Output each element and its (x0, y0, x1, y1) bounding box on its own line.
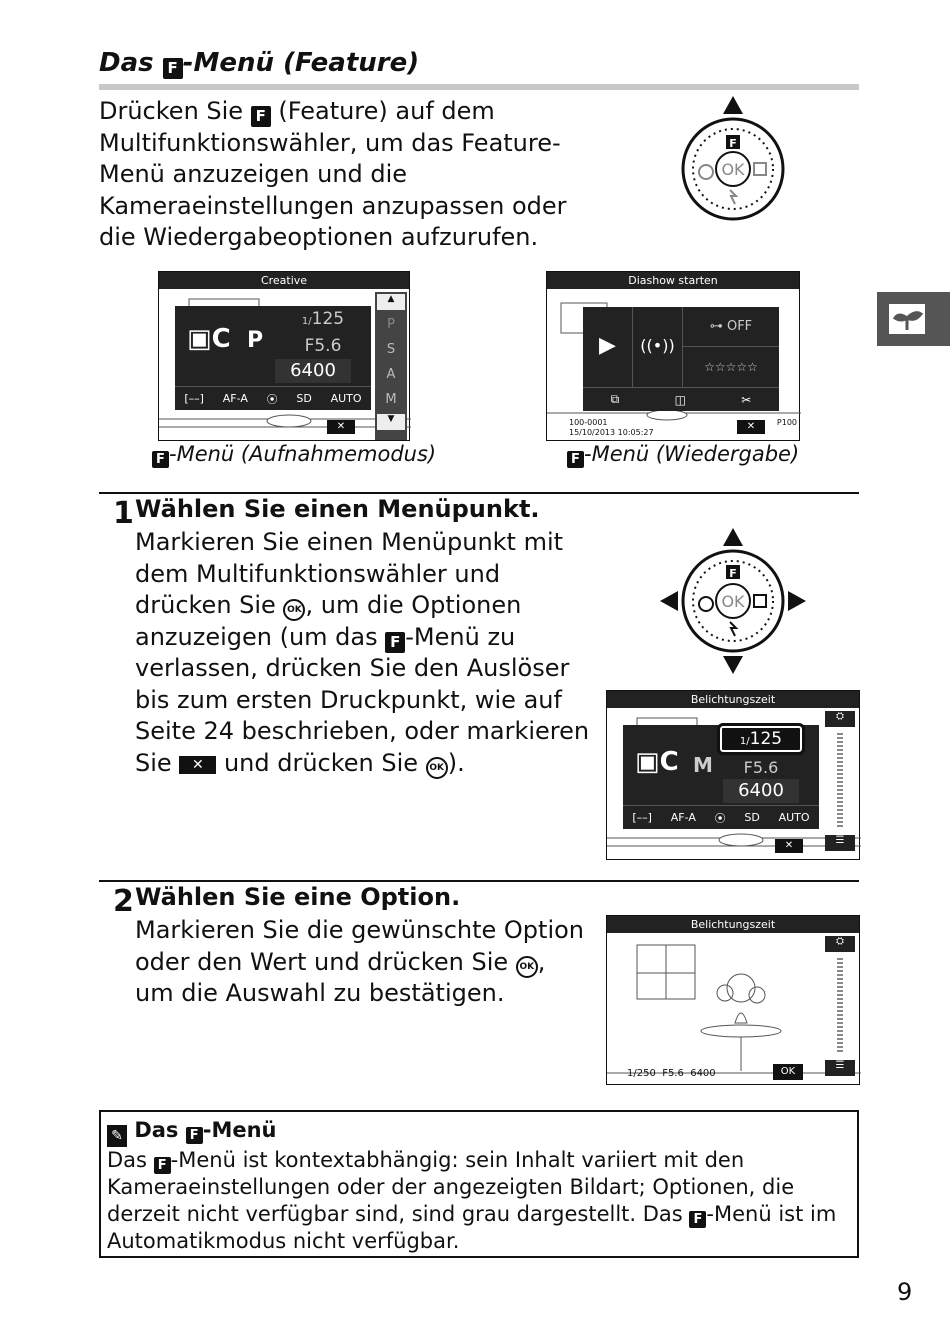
protect-option[interactable]: ⊶ OFF (683, 307, 779, 347)
feature-menu-icon: F (689, 1211, 706, 1228)
camera-creative-icon: ▣C (187, 324, 231, 354)
step1-heading: Wählen Sie einen Menüpunkt. (135, 495, 540, 523)
close-button[interactable]: ✕ (775, 839, 803, 853)
step2-rule (99, 880, 859, 882)
iso-value[interactable]: 6400 (723, 779, 799, 803)
ok-button[interactable]: OK (773, 1064, 803, 1080)
exposure-readout: 1/250 F5.6 6400 (627, 1068, 716, 1079)
intro-paragraph: Drücken Sie F (Feature) auf dem Multifunktionswähler, um das Feature-Menü anzuzeigen und die Kameraeinstellungen anzupassen oder die Wiedergabeoptionen aufzurufen. (99, 97, 567, 251)
multi-selector-dial-up-icon (668, 92, 798, 226)
side-slider[interactable]: ⛭ ☰ (825, 936, 855, 1084)
aperture-value[interactable]: F5.6 (743, 758, 779, 777)
side-mode-s[interactable]: S (386, 342, 396, 357)
feature-button-icon: F (251, 106, 271, 127)
section-title: Das F -Menü (Feature) (99, 48, 420, 78)
feature-menu-icon: F (163, 58, 183, 79)
playback-info: 100-0001 (569, 418, 608, 427)
slideshow-icon[interactable]: ▶ (583, 307, 633, 387)
side-mode-p[interactable]: P (387, 317, 395, 332)
shutter-speed-screen: Belichtungszeit ▣C M 1/125 F5.6 6400 [––] AF-A ⦿ SD AUTO ⛭ ☰ ✕ (606, 690, 860, 860)
ok-button-icon: OK (426, 757, 448, 779)
feature-menu-icon: F (385, 632, 405, 653)
chapter-tab (877, 292, 950, 346)
step2-heading: Wählen Sie eine Option. (135, 883, 461, 911)
svg-text:OK: OK (721, 592, 745, 611)
camera-creative-icon: ▣C (635, 747, 679, 777)
close-x-icon: ✕ (179, 756, 216, 774)
step2-number: 2 (113, 884, 134, 919)
step1-text: Markieren Sie einen Menüpunkt mit dem Multifunktionswähler und drücken Sie OK , um die Optionen anzuzeigen (um das F -Menü zu verlassen, drücken Sie den Auslöser bis zum ersten Druckpunkt, wie auf Seite 24 beschrieben, oder markieren Sie ✕ und drücken Sie OK ). (135, 528, 590, 777)
step2-text: Markieren Sie die gewünschte Option oder den Wert und drücken Sie OK , um die Auswahl zu bestätigen. (135, 916, 585, 1007)
caption-shooting: F -Menü (Aufnahmemodus) (152, 442, 436, 468)
metering-option[interactable]: ⦿ (266, 392, 278, 406)
shooting-menu-screen: Creative ▣C P 1/125 F5.6 6400 [––] AF-A ⦿ SD AUTO ▲ P S A M ▼ ✕ (158, 271, 410, 441)
metering-option[interactable]: ⦿ (714, 811, 726, 825)
mode-label[interactable]: M (693, 753, 713, 777)
mode-label[interactable]: P (247, 328, 264, 353)
svg-text:OK: OK (721, 160, 745, 179)
wb-option[interactable]: AUTO (778, 811, 810, 824)
area-mode-option[interactable]: [––] (184, 392, 204, 405)
title-rule (99, 84, 859, 90)
shutter-value-selected[interactable]: 1/125 (717, 723, 805, 755)
pencil-icon: ✎ (107, 1125, 127, 1147)
step1-rule (99, 492, 859, 494)
sd-option[interactable]: SD (296, 392, 312, 405)
feature-menu-icon: F (154, 1157, 171, 1174)
svg-text:F: F (729, 567, 737, 580)
close-button[interactable]: ✕ (327, 420, 355, 434)
note-text: Das F -Menü ist kontextabhängig: sein Inhalt variiert mit den Kameraeinstellungen oder der angezeigten Bildart; Optionen, die derzeit nicht verfügbar sind, sind grau dargestellt. Das F -Menü ist im Automatikmodus nicht verfügbar. (107, 1148, 837, 1253)
note-heading: ✎ Das F -Menü (107, 1116, 851, 1147)
sprout-icon (877, 292, 950, 346)
shutter-live-view-screen: Belichtungszeit 1/250 F5.6 6400 OK ⛭ ☰ (606, 915, 860, 1085)
playback-panel (583, 307, 779, 411)
focus-mode-option[interactable]: AF-A (222, 392, 248, 405)
settings-panel (623, 725, 819, 829)
feature-menu-icon: F (152, 451, 169, 468)
ok-button-icon: OK (283, 599, 305, 621)
sd-option[interactable]: SD (744, 811, 760, 824)
wifi-icon[interactable]: ((•)) (633, 307, 683, 387)
feature-menu-icon: F (567, 451, 584, 468)
mode-side-strip: ▲ P S A M ▼ (375, 292, 407, 440)
still-life-scene (607, 933, 861, 1085)
area-mode-option[interactable]: [––] (632, 811, 652, 824)
side-slider[interactable]: ⛭ ☰ (825, 711, 855, 859)
caption-playback: F -Menü (Wiedergabe) (567, 442, 799, 468)
iso-value[interactable]: 6400 (275, 359, 351, 383)
ok-button-icon: OK (516, 956, 538, 978)
playback-menu-screen: Diashow starten ▶ ((•)) ⊶ OFF ☆☆☆☆☆ ⧉ ◫ ✂ 100-0001 15/10/2013 10:05:27 P100 ✕ (546, 271, 800, 441)
note-box (99, 1110, 859, 1258)
focus-mode-option[interactable]: AF-A (670, 811, 696, 824)
crop-icon[interactable]: ◫ (674, 392, 686, 407)
svg-text:F: F (729, 137, 737, 150)
wb-option[interactable]: AUTO (330, 392, 362, 405)
cut-icon[interactable]: ✂ (741, 392, 752, 407)
feature-menu-icon: F (186, 1127, 203, 1144)
settings-panel (175, 306, 371, 410)
side-mode-a[interactable]: A (386, 367, 396, 382)
page-number: 9 (897, 1278, 913, 1306)
step1-number: 1 (113, 496, 134, 531)
rating-option[interactable]: ☆☆☆☆☆ (704, 360, 758, 374)
aperture-value[interactable]: F5.6 (304, 336, 342, 356)
close-button[interactable]: ✕ (737, 420, 765, 434)
side-mode-m[interactable]: M (385, 392, 397, 407)
file-tag: P100 (776, 418, 797, 427)
shutter-value[interactable]: 1/125 (301, 309, 345, 329)
retouch-icon[interactable]: ⧉ (610, 392, 620, 406)
multi-selector-dial-icon (658, 526, 808, 676)
